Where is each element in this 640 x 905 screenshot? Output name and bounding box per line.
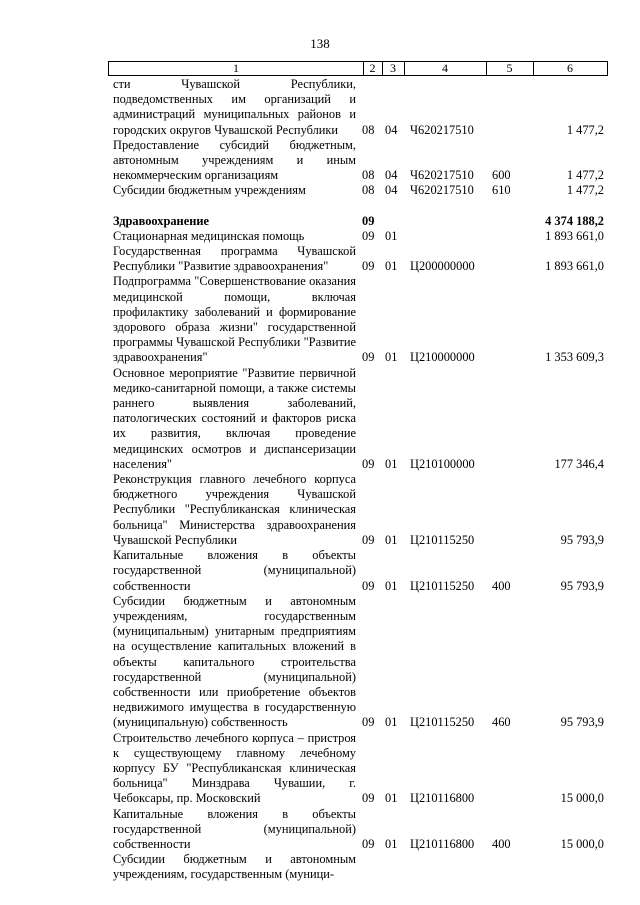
subsection-code: 04 [385,122,398,137]
header-col-5: 5 [486,62,534,75]
row-name: Стационарная медицинская помощь [113,228,305,243]
target-article-code: Ц210115250 [410,715,475,730]
header-col-2: 2 [363,62,383,75]
subsection-code: 01 [385,532,398,547]
table-header [108,61,608,76]
section-code: 08 [362,168,375,183]
target-article-code: Ц210115250 [410,578,475,593]
amount: 1 477,2 [566,183,604,198]
section-code: 09 [362,456,375,471]
row-name: Подпрограмма "Совершенствование оказания медицинской помощи, включая профилактику заболеваний и формирование здорового образа жизни" государственной программы Чувашской Республики "Развитие здравоохранения" [113,274,356,365]
table-row [0,77,640,138]
amount: 177 346,4 [554,456,604,471]
target-article-code: Ц210116800 [410,836,475,851]
target-article-code: Ч620217510 [410,168,474,183]
target-article-code: Ч620217510 [410,183,474,198]
subsection-code: 01 [385,578,398,593]
target-article-code: Ч620217510 [410,122,474,137]
amount: 95 793,9 [560,532,604,547]
amount: 1 353 609,3 [545,350,604,365]
table-row [0,138,640,184]
amount: 1 477,2 [566,168,604,183]
spacer-row [0,199,640,214]
section-code: 09 [362,715,375,730]
row-name: Предоставление субсидий бюджетным, автономным учреждениям и иным некоммерческим организациям [113,137,356,183]
amount: 1 893 661,0 [545,228,604,243]
table-row [0,229,640,244]
table-row [0,548,640,594]
table-row [0,807,640,853]
section-code: 09 [362,228,375,243]
table-row [0,183,640,198]
amount: 1 477,2 [566,122,604,137]
expense-type-code: 400 [492,836,511,851]
subsection-code: 01 [385,456,398,471]
section-code: 09 [362,532,375,547]
subsection-code: 01 [385,791,398,806]
subsection-code: 04 [385,168,398,183]
expense-type-code: 600 [492,168,511,183]
amount: 1 893 661,0 [545,259,604,274]
header-col-6: 6 [567,61,573,75]
section-code: 09 [362,836,375,851]
row-name: Строительство лечебного корпуса – пристроя к существующему главному лечебному корпусу БУ "Республиканская клиническая больница" Минздрава Чувашии, г. Чебоксары, пр. Московский [113,730,356,806]
row-name: Субсидии бюджетным и автономным учреждениям, государственным (муниципальным) унитарным предприятиям на осуществление капитальных вложений в объекты капитального строительства государственной (муниципальной) собственности или приобретение объектов недвижимого имущества в государственную (муниципальную) собственность [113,593,356,730]
budget-table [0,77,640,883]
section-code: 08 [362,183,375,198]
expense-type-code: 400 [492,578,511,593]
row-name: Здравоохранение [113,213,209,228]
target-article-code: Ц210115250 [410,532,475,547]
row-name: сти Чувашской Республики, подведомственных им организаций и администраций муниципальных районов и городских округов Чувашской Республики [113,77,356,137]
table-row [0,244,640,274]
table-row [0,852,640,882]
row-name: Реконструкция главного лечебного корпуса бюджетного учреждения Чувашской Республики "Республиканская клиническая больница" Министерства здравоохранения Чувашской Республики [113,472,356,547]
row-name: Государственная программа Чувашской Республики "Развитие здравоохранения" [113,244,356,274]
table-row [0,366,640,472]
header-col-3: 3 [382,62,405,75]
expense-type-code: 610 [492,183,511,198]
subsection-code: 01 [385,836,398,851]
table-row [0,731,640,807]
row-name: Капитальные вложения в объекты государственной (муниципальной) собственности [113,806,356,851]
row-name: Основное мероприятие "Развитие первичной медико-санитарной помощи, а также системы раннего выявления заболеваний, патологических состояний и факторов риска их развития, включая проведение медицинских осмотров и диспансеризации населения" [113,365,356,471]
target-article-code: Ц210100000 [410,456,475,471]
section-code: 09 [362,791,375,806]
section-code: 09 [362,578,375,593]
expense-type-code: 460 [492,715,511,730]
section-code: 09 [362,213,375,228]
table-row [0,594,640,731]
amount: 4 374 188,2 [545,213,604,228]
target-article-code: Ц210000000 [410,350,475,365]
amount: 15 000,0 [560,791,604,806]
subsection-code: 04 [385,183,398,198]
target-article-code: Ц210116800 [410,791,475,806]
table-row [0,274,640,365]
amount: 15 000,0 [560,836,604,851]
page-number: 138 [310,36,330,51]
section-code: 08 [362,122,375,137]
header-col-1: 1 [109,62,364,75]
subsection-code: 01 [385,715,398,730]
row-name: Субсидии бюджетным учреждениям [113,183,306,198]
section-code: 09 [362,350,375,365]
amount: 95 793,9 [560,578,604,593]
section-code: 09 [362,259,375,274]
subsection-code: 01 [385,228,398,243]
subsection-code: 01 [385,259,398,274]
subsection-code: 01 [385,350,398,365]
amount: 95 793,9 [560,715,604,730]
table-row [0,214,640,229]
row-name: Капитальные вложения в объекты государственной (муниципальной) собственности [113,548,356,593]
target-article-code: Ц200000000 [410,259,475,274]
table-row [0,472,640,548]
header-col-4: 4 [404,62,487,75]
row-name: Субсидии бюджетным и автономным учреждениям, государственным (муници- [113,852,356,882]
